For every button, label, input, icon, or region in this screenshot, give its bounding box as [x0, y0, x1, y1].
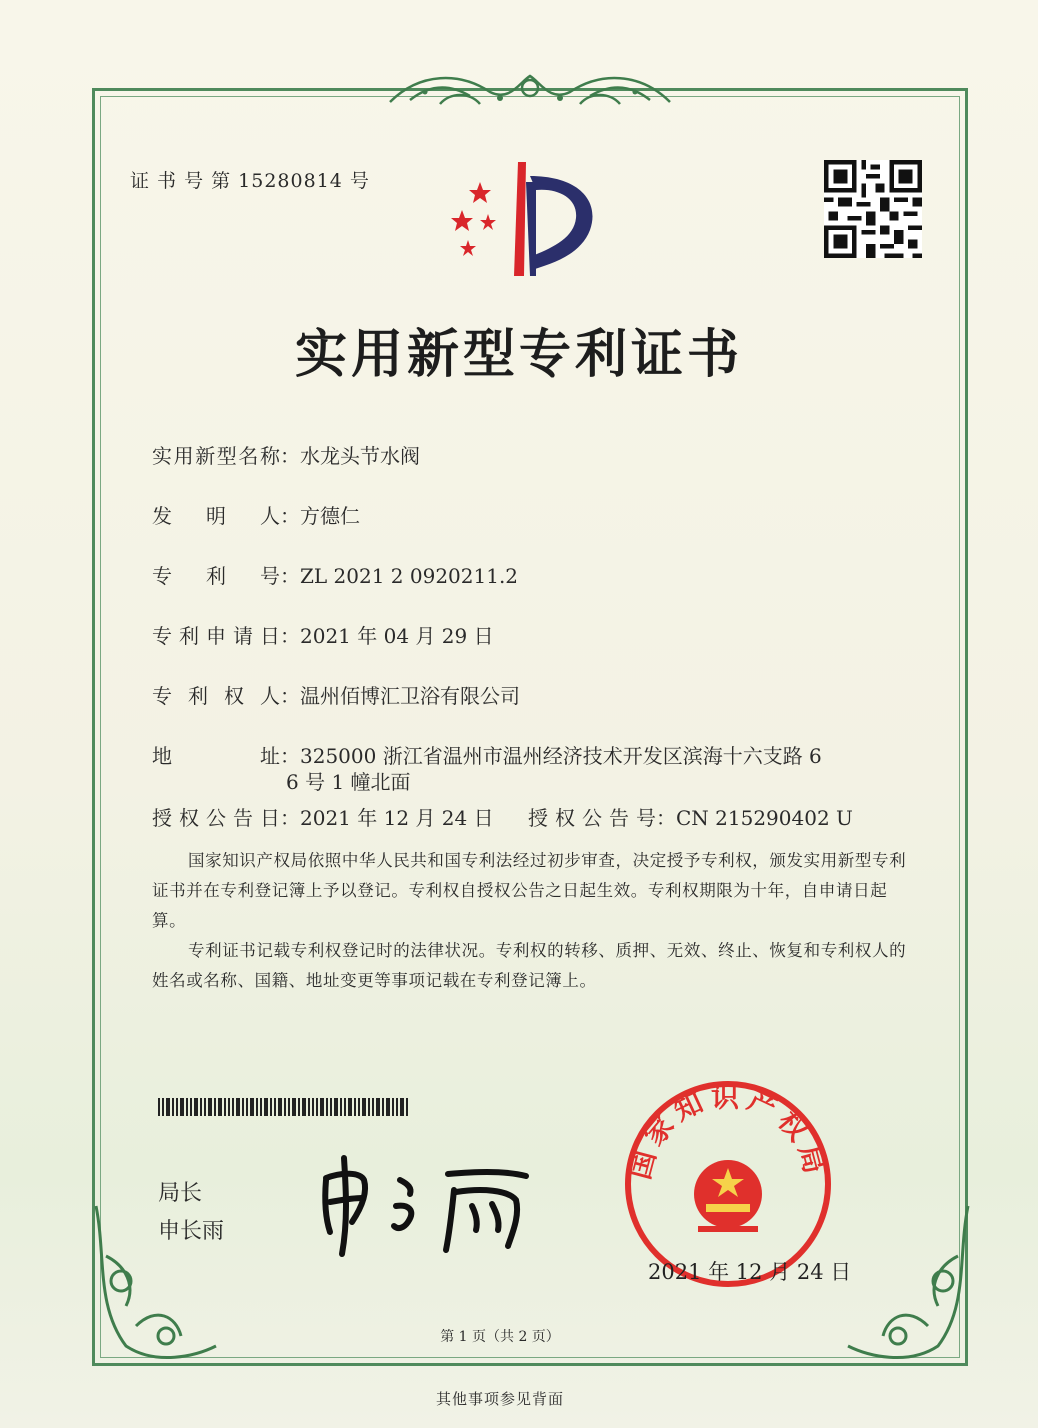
field-value: 325000 浙江省温州市温州经济技术开发区滨海十六支路 6 — [300, 744, 822, 768]
barcode-icon — [158, 1098, 410, 1116]
field-value: 2021 年 04 月 29 日 — [300, 624, 494, 648]
svg-text:国家知识产权局: 国家知识产权局 — [623, 1080, 833, 1183]
colon: ： — [280, 684, 300, 708]
field-label: 专 利 号 — [152, 564, 280, 588]
field-patent-number — [152, 560, 518, 589]
qr-code-icon — [824, 160, 922, 258]
field-label: 发 明 人 — [152, 504, 280, 528]
field-inventor — [152, 500, 360, 529]
field-value: 方德仁 — [300, 504, 360, 528]
colon: ： — [280, 444, 300, 468]
colon: ： — [280, 744, 300, 768]
director-name: 申长雨 — [158, 1219, 225, 1244]
colon: ： — [280, 504, 300, 528]
field-address-line2: 6 号 1 幢北面 — [286, 770, 411, 794]
footer-note: 其他事项参见背面 — [435, 1390, 564, 1408]
colon: ： — [656, 806, 676, 830]
field-label: 地 址 — [152, 744, 280, 768]
top-ornament — [380, 62, 680, 112]
legal-paragraph-1: 国家知识产权局依照中华人民共和国专利法经过初步审查，决定授予专利权，颁发实用新型专利证书并在专利登记簿上予以登记。专利权自授权公告之日起生效。专利权期限为十年，自申请日起算。 — [152, 851, 907, 930]
field-label: 专 利 权 人 — [152, 684, 280, 708]
director-title: 局长 — [158, 1181, 203, 1206]
field-value: 2021 年 12 月 24 日 — [300, 806, 494, 830]
certificate-title: 实用新型专利证书 — [294, 325, 743, 385]
field-label: 实用新型名称 — [152, 444, 280, 468]
certificate-number: 证 书 号 第 15280814 号 — [130, 170, 370, 192]
field-patentee — [152, 680, 520, 709]
field-grant-number — [528, 802, 853, 831]
colon: ： — [280, 624, 300, 648]
cnipa-logo-icon — [440, 152, 610, 282]
field-value: ZL 2021 2 0920211.2 — [300, 564, 519, 588]
field-address — [152, 740, 822, 769]
handwritten-signature — [312, 1150, 542, 1260]
colon: ： — [280, 806, 300, 830]
field-value: CN 215290402 U — [676, 806, 853, 830]
colon: ： — [280, 564, 300, 588]
field-label: 授权公告号 — [528, 806, 656, 830]
field-label: 授权公告日 — [152, 806, 280, 830]
page-number: 第 1 页（共 2 页） — [440, 1329, 560, 1345]
field-value: 温州佰博汇卫浴有限公司 — [300, 684, 520, 708]
field-utility-name — [152, 440, 420, 469]
field-grant-date — [152, 802, 494, 831]
field-value: 水龙头节水阀 — [300, 444, 420, 468]
legal-paragraph-2: 专利证书记载专利权登记时的法律状况。专利权的转移、质押、无效、终止、恢复和专利权人的姓名或名称、国籍、地址变更等事项记载在专利登记簿上。 — [152, 941, 907, 990]
scan-edge — [1038, 0, 1060, 1428]
field-label: 专利申请日 — [152, 624, 280, 648]
seal-date: 2021 年 12 月 24 日 — [648, 1260, 852, 1284]
field-filing-date — [152, 620, 494, 649]
